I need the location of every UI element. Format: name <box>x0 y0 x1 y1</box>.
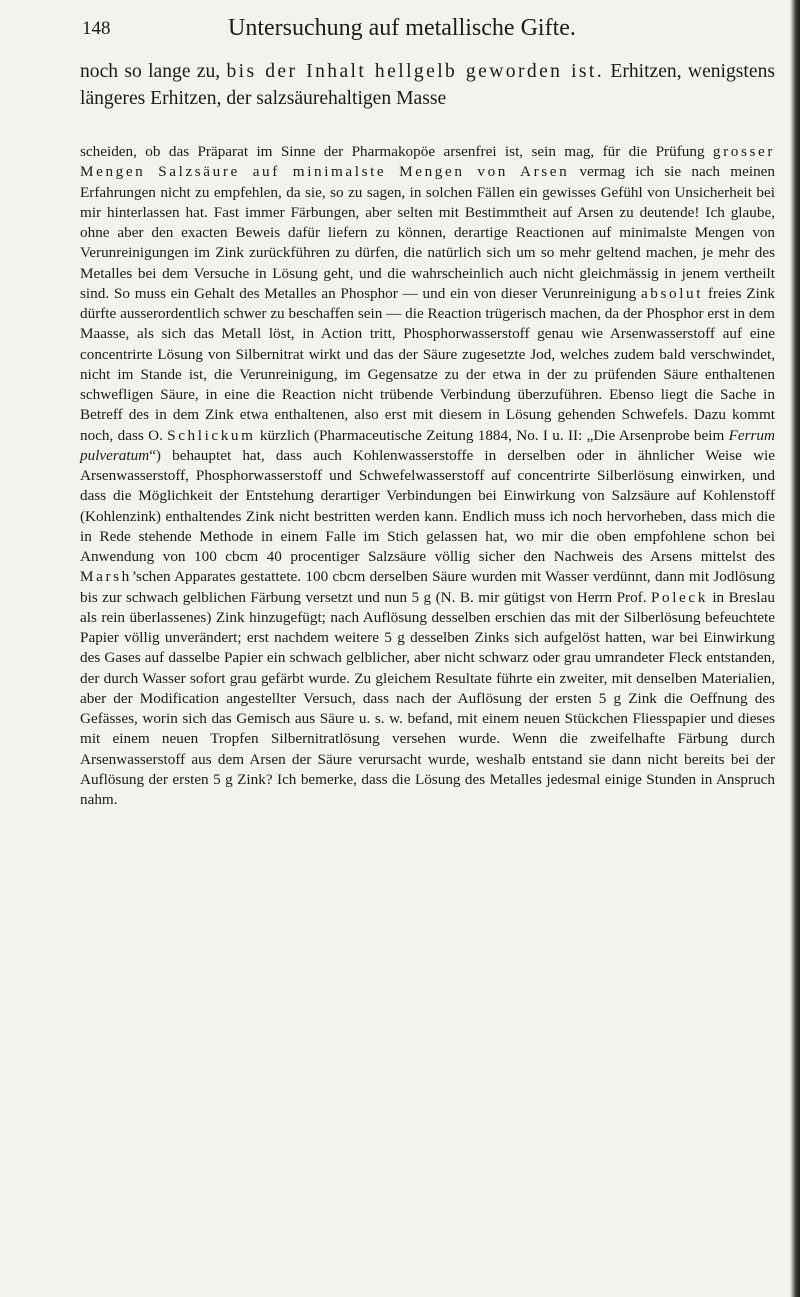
body-seg-4: kürzlich (Pharmaceutische Zeitung 1884, No. I u. II: „Die Arsenprobe beim <box>255 426 729 444</box>
body-emphasis-2: absolut <box>640 284 704 302</box>
page-edge-shadow <box>790 0 800 1297</box>
lead-text-1: noch so lange zu, <box>80 61 227 82</box>
page-header <box>82 15 760 50</box>
italic-term: Ferrum pulveratum <box>80 426 775 464</box>
body-paragraph <box>80 142 775 810</box>
body-seg-7: in Breslau als rein überlassenes) Zink hinzugefügt; nach Auflösung desselben erschien das mit der Silberlösung befeuchtete Papier völlig unverändert; erst nachdem weitere 5 g desselben Zinks sich aufgelöst hatten, war bei Einwirkung des Gases auf dasselbe Papier ein schwach gelblicher, aber nicht schwarz oder grau umrandeter Fleck entstanden, der durch Wasser sofort grau gefärbt wurde. Zu gleichem Resultate führte ein zweiter, mit denselben Materialien, aber der Modification angestellter Versuch, dass nach der Auflösung der ersten 5 g Zink die Oeffnung des Gefässes, worin sich das Gemisch aus Säure u. s. w. befand, mit einem neuen Stückchen Fliesspapier und dieses mit einem neuen Tropfen Silbernitratlösung versehen wurde. Wenn die zweifelhafte Färbung durch Arsenwasserstoff aus dem Arsen der Säure verursacht wurde, weshalb entstand sie dann nicht bereits bei der Auflösung der ersten 5 g Zink? Ich bemerke, dass die Lösung des Metalles jedesmal einige Stunden in Anspruch nahm. <box>80 588 775 808</box>
body-seg-6: ’schen Apparates gestattete. 100 cbcm derselben Säure wurden mit Wasser verdünnt, dann mit Jodlösung bis zur schwach gelblichen Färbung versetzt und nun 5 g (N. B. mir gütigst von Herrn Prof. <box>80 568 775 606</box>
body-seg-3: freies Zink dürfte ausserordentlich schwer zu beschaffen sein — die Reaction trügerisch machen, da der Phosphor erst in dem Maasse, als sich das Metall löst, in Action tritt, Phosphorwasserstoff genau wie Arsenwasserstoff auf eine concentrirte Lösung von Silbernitrat wirkt und das der Säure zugesetzte Jod, welches zudem bald verschwindet, nicht im Stande ist, die Verunreinigung, im Gegensatze zu der etwa in der zu prüfenden Säure enthaltenen schwefligen Säure, in eine die Reaction nicht trübende Verbindung überzuführen. Ebenso liegt die Sache in Betreff des in dem Zink etwa enthaltenen, also erst mit diesem in Lösung gehenden Schwefels. Dazu kommt noch, dass O. <box>80 284 775 444</box>
running-title: Untersuchung auf metallische Gifte. <box>228 15 576 41</box>
body-seg-2: vermag ich sie nach meinen Erfahrungen nicht zu empfehlen, da sie, so zu sagen, in solchen Fällen ein gewisses Gefühl von Unsicherheit bei mir hinterlassen hat. Fast immer Färbungen, aber selten mit Bestimmtheit auf Arsen zu deutende! Ich glaube, ohne aber den exacten Beweis dafür liefern zu können, derartige Reactionen auf minimalste Mengen von Verunreinigungen im Zink zurückführen zu dürfen, die natürlich sich um so mehr geltend machen, je mehr des Metalles bei dem Versuche in Lösung geht, und die wahrscheinlich auch nicht gleichmässig in jenem vertheilt sind. So muss ein Gehalt des Metalles an Phosphor — und ein von dieser Verunreinigung <box>80 163 775 302</box>
body-seg-1: scheiden, ob das Präparat im Sinne der Pharmakopöe arsenfrei ist, sein mag, für die Prüfung <box>80 143 713 160</box>
body-text <box>80 142 775 810</box>
author-name-marsh: Marsh <box>80 568 132 586</box>
lead-text <box>80 58 775 112</box>
author-name-schlickum: Schlickum <box>167 426 256 444</box>
lead-emphasis: bis der Inhalt hellgelb geworden ist. <box>226 61 605 82</box>
author-name-poleck: Poleck <box>650 588 708 606</box>
body-emphasis-1: grosser Mengen Salzsäure auf minimalste Mengen von Arsen <box>80 143 775 181</box>
page-number: 148 <box>82 18 111 39</box>
body-seg-5: “) behauptet hat, dass auch Kohlenwasserstoffe in derselben oder in ähnlicher Weise wie Arsenwasserstoff, Phosphorwasserstoff und Schwefelwasserstoff auf concentrirte Silberlösung einwirken, und dass die Möglichkeit der Entstehung derartiger Verbindungen bei Einwirkung von Salzsäure auf Kohlenstoff (Kohlenzink) enthaltendes Zink nicht bestritten werden kann. Endlich muss ich noch hervorheben, dass mich die in Rede stehende Methode in einem Falle im Stich gelassen hat, wo mir die oben empfohlene schon bei Anwendung von 100 cbcm 40 procentiger Salzsäure völlig sicher den Nachweis des Arsens mittelst des <box>80 446 775 565</box>
lead-paragraph <box>80 58 775 112</box>
lead-text-2: Erhitzen, wenigstens längeres Erhitzen, der salzsäurehaltigen Masse <box>80 61 775 109</box>
